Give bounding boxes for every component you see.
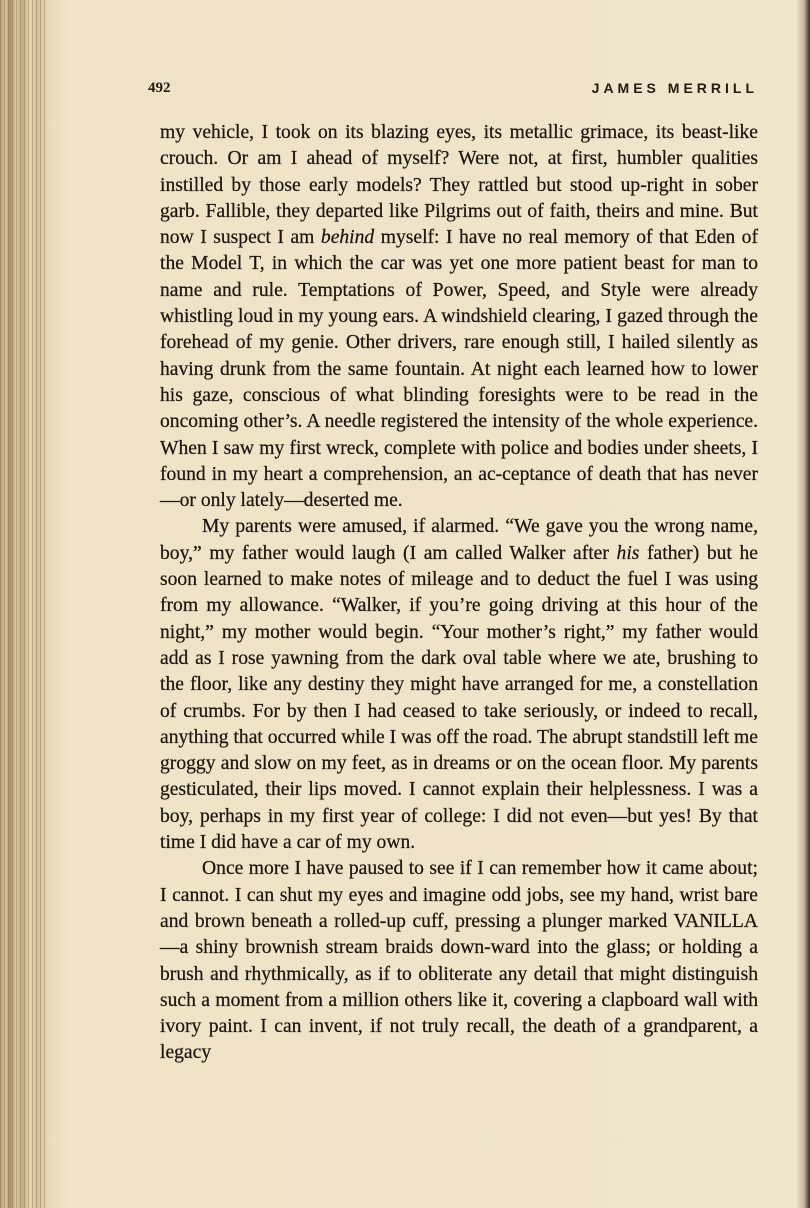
text-segment: Once more I have paused to see if I can remember how it came about; I cannot. I can shut my eyes and imagine odd jobs, see my hand, wrist bare and brown beneath a rolled-up cuff, pressing a plunger marked VANILLA—a shiny brownish stream braids down-ward into the glass; or holding a brush and rhythmically, as if to obliterate any detail that might distinguish such a moment from a million others like it, covering a clapboard wall with ivory paint. I can invent, if not truly recall, the death of a grandparent, a legacy bbox=[160, 858, 758, 1064]
paragraph-2 bbox=[160, 514, 758, 856]
page-edges-gutter bbox=[0, 0, 48, 1208]
body-text bbox=[160, 120, 758, 1067]
text-segment: myself: I have no real memory of that Eden of the Model T, in which the car was yet one more patient beast for man to name and rule. Temptations of Power, Speed, and Style were already whistling loud in my young ears. A windshield clearing, I gazed through the forehead of my genie. Other drivers, rare enough still, I hailed silently as having drunk from the same fountain. At night each learned how to lower his gaze, conscious of what blinding foresights were to be read in the oncoming other’s. A needle registered the intensity of the whole experience. When I saw my first wreck, complete with police and bodies under sheets, I found in my heart a comprehension, an ac-ceptance of death that has never—or only lately—deserted me. bbox=[160, 227, 758, 512]
italic-text-his: his bbox=[616, 542, 640, 564]
text-segment: my vehicle, I took on its blazing eyes, its metallic grimace, its beast-like crouch. Or am I ahead of myself? Were not, at first, humbler qualities instilled by those early models? They rattled but stood up-right in sober garb. Fallible, they departed like Pilgrims out of faith, theirs and mine. But now I suspect I am bbox=[160, 122, 758, 249]
text-segment: My parents were amused, if alarmed. “We gave you the wrong name, boy,” my father would laugh (I am called Walker after bbox=[160, 516, 758, 564]
text-segment: father) but he soon learned to make notes of mileage and to deduct the fuel I was using from my allowance. “Walker, if you’re going driving at this hour of the night,” my mother would begin. “Your mother’s right,” my father would add as I rose yawning from the dark oval table where we ate, brushing to the floor, like any destiny they might have arranged for me, a constellation of crumbs. For by then I had ceased to take seriously, or indeed to recall, anything that occurred while I was off the road. The abrupt standstill left me groggy and slow on my feet, as in dreams or on the ocean floor. My parents gesticulated, their lips moved. I cannot explain their helplessness. I was a boy, perhaps in my first year of college: I did not even—but yes! By that time I did have a car of my own. bbox=[160, 542, 759, 854]
running-head bbox=[148, 80, 758, 102]
italic-text-behind: behind bbox=[320, 227, 375, 249]
author-running-head: JAMES MERRILL bbox=[591, 80, 758, 96]
right-page-edge-shadow bbox=[796, 0, 810, 1208]
paragraph-1 bbox=[160, 120, 758, 514]
page-number: 492 bbox=[148, 80, 171, 96]
paragraph-3 bbox=[160, 856, 758, 1066]
